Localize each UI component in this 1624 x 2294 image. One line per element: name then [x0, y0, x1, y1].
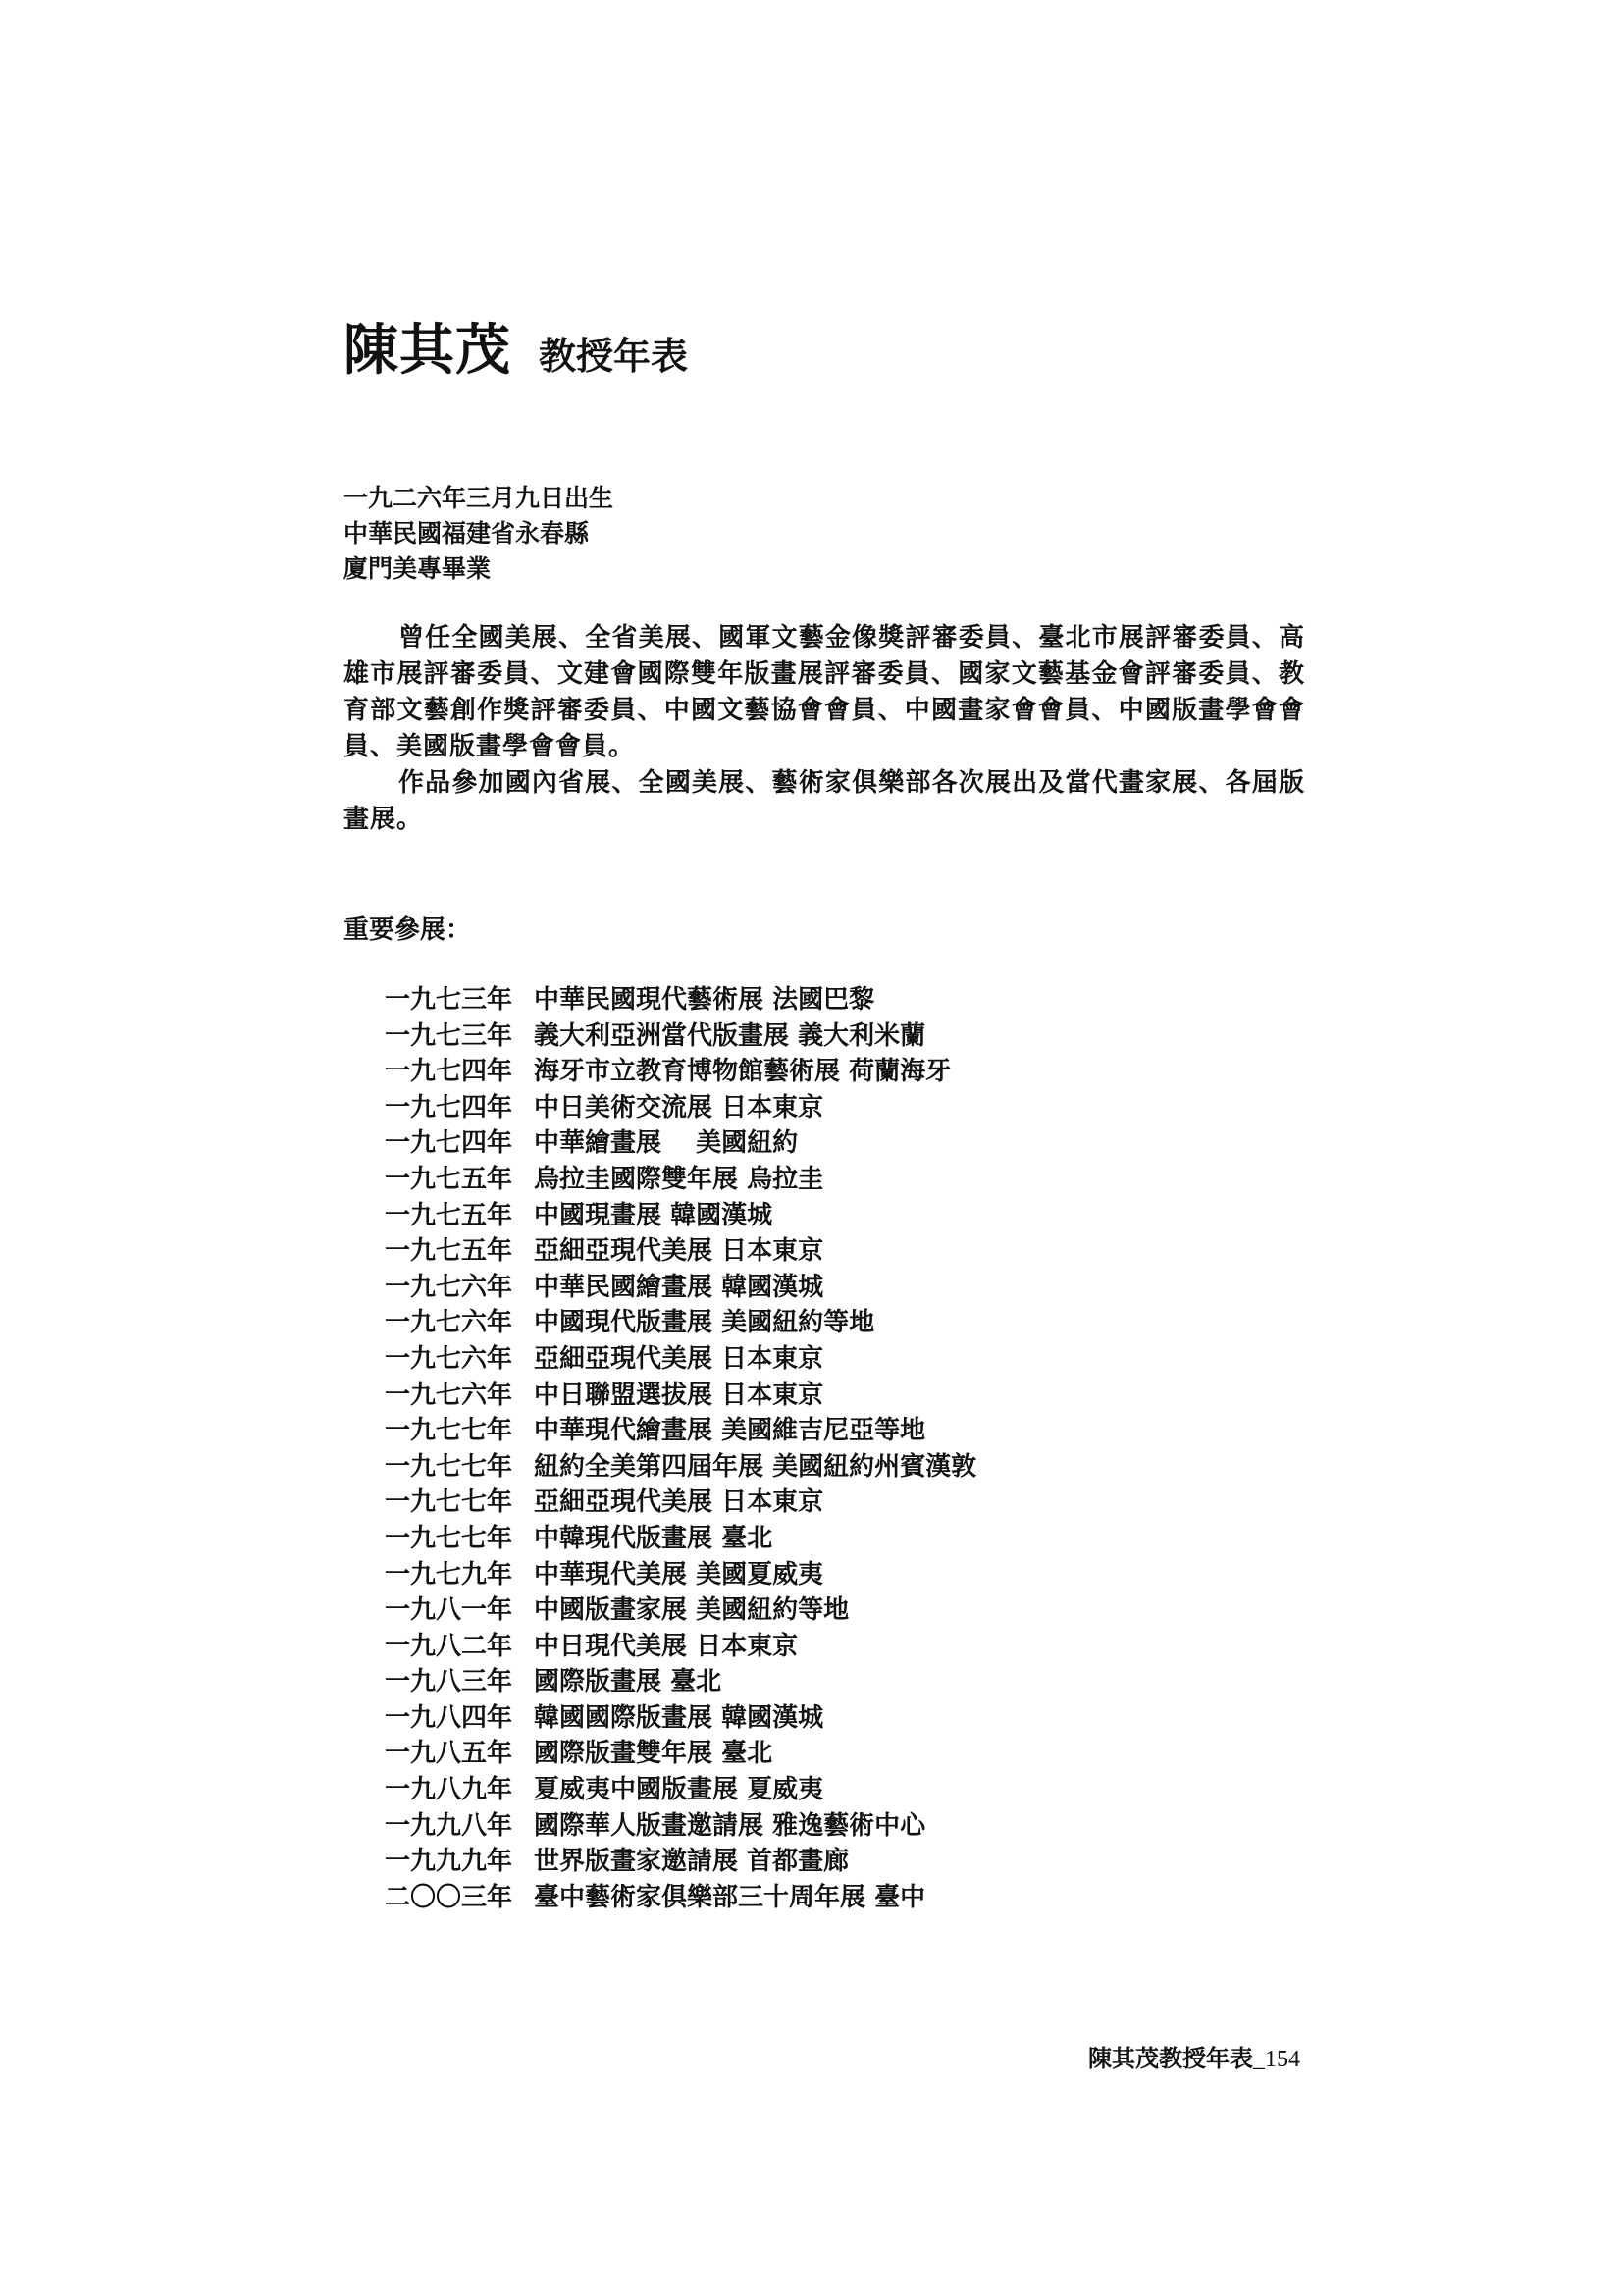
exhibition-place: 荷蘭海牙	[849, 1057, 952, 1087]
exhibition-place: 韓國漢城	[721, 1702, 824, 1733]
exhibition-name: 亞細亞現代美展	[534, 1236, 713, 1267]
bio-line-birth: 一九二六年三月九日出生	[343, 484, 614, 512]
page-footer	[1088, 2039, 1300, 2073]
exhibition-item	[385, 1378, 976, 1414]
exhibition-item	[385, 1054, 976, 1090]
exhibition-name: 中國現畫展	[534, 1200, 662, 1230]
exhibition-year: 一九七九年	[385, 1559, 513, 1590]
exhibition-item	[385, 1162, 976, 1198]
exhibition-year: 一九七四年	[385, 1057, 513, 1087]
exhibition-place: 美國紐約等地	[696, 1595, 850, 1626]
exhibition-year: 一九七四年	[385, 1128, 513, 1159]
exhibition-name: 中華民國現代藝術展	[534, 985, 764, 1015]
exhibition-item	[385, 1305, 976, 1341]
exhibition-place: 美國維吉尼亞等地	[721, 1416, 926, 1446]
exhibition-name: 義大利亞洲當代版畫展	[534, 1020, 790, 1051]
exhibition-place: 臺北	[721, 1523, 773, 1553]
page-title	[343, 319, 689, 383]
exhibition-name: 韓國國際版畫展	[534, 1702, 713, 1733]
exhibition-place: 夏威夷	[747, 1775, 824, 1805]
exhibition-name: 烏拉圭國際雙年展	[534, 1164, 739, 1194]
exhibition-item	[385, 982, 976, 1018]
exhibition-place: 臺北	[670, 1667, 722, 1697]
exhibition-place: 臺北	[721, 1739, 773, 1769]
exhibition-name: 中日美術交流展	[534, 1092, 713, 1122]
exhibition-place: 日本東京	[721, 1380, 824, 1410]
exhibition-place: 日本東京	[721, 1236, 824, 1267]
exhibition-year: 一九七七年	[385, 1416, 513, 1446]
bio-line-origin: 中華民國福建省永春縣	[343, 519, 590, 547]
exhibition-place: 烏拉圭	[747, 1164, 824, 1194]
exhibition-year: 一九九八年	[385, 1810, 513, 1841]
exhibition-place: 美國紐約	[670, 1128, 799, 1159]
bio-block	[343, 481, 1305, 587]
exhibition-item	[385, 1700, 976, 1737]
footer-separator: _	[1253, 2047, 1265, 2072]
exhibition-name: 國際華人版畫邀請展	[534, 1810, 764, 1841]
exhibition-name: 中韓現代版畫展	[534, 1523, 713, 1553]
exhibitions-list	[385, 982, 976, 1915]
exhibition-year: 一九八一年	[385, 1595, 513, 1626]
exhibition-item	[385, 1125, 976, 1162]
exhibition-place: 韓國漢城	[670, 1200, 773, 1230]
exhibition-year: 一九七七年	[385, 1523, 513, 1553]
exhibition-item	[385, 1629, 976, 1665]
exhibition-year: 一九七三年	[385, 985, 513, 1015]
exhibition-place: 美國夏威夷	[696, 1559, 824, 1590]
exhibition-place: 義大利米蘭	[798, 1020, 926, 1051]
exhibition-item	[385, 1485, 976, 1521]
exhibition-year: 一九八九年	[385, 1775, 513, 1805]
exhibition-name: 中國現代版畫展	[534, 1308, 713, 1338]
exhibition-place: 雅逸藝術中心	[772, 1810, 926, 1841]
exhibitions-heading: 重要參展：	[343, 915, 472, 945]
exhibition-name: 國際版畫雙年展	[534, 1739, 713, 1769]
exhibition-item	[385, 1341, 976, 1378]
paragraph-positions: 曾任全國美展、全省美展、國軍文藝金像獎評審委員、臺北市展評審委員、高雄市展評審委員、文建會國際雙年版畫展評審委員、國家文藝基金會評審委員、教育部文藝創作獎評審委員、中國文藝協會會員、中國畫家會會員、中國版畫學會會員、美國版畫學會會員。	[343, 623, 1305, 761]
exhibition-place: 美國紐約州賓漢敦	[772, 1451, 977, 1482]
exhibition-place: 首都畫廊	[747, 1847, 850, 1877]
title-name: 陳其茂	[343, 319, 511, 383]
exhibition-item	[385, 1592, 976, 1629]
exhibition-name: 亞細亞現代美展	[534, 1487, 713, 1518]
exhibition-place: 日本東京	[721, 1343, 824, 1374]
paragraph-works: 作品參加國內省展、全國美展、藝術家俱樂部各次展出及當代畫家展、各屆版畫展。	[343, 768, 1305, 834]
exhibition-year: 一九七七年	[385, 1451, 513, 1482]
exhibition-item	[385, 1521, 976, 1557]
exhibition-item	[385, 1557, 976, 1593]
exhibition-name: 中日現代美展	[534, 1631, 688, 1661]
exhibition-year: 一九八三年	[385, 1667, 513, 1697]
exhibition-name: 夏威夷中國版畫展	[534, 1775, 739, 1805]
exhibition-item	[385, 1772, 976, 1808]
exhibition-item	[385, 1198, 976, 1234]
exhibition-year: 一九七六年	[385, 1343, 513, 1374]
exhibition-item	[385, 1413, 976, 1449]
exhibition-item	[385, 1449, 976, 1486]
exhibition-place: 臺中	[874, 1882, 926, 1912]
exhibition-item	[385, 1270, 976, 1306]
exhibition-place: 韓國漢城	[721, 1272, 824, 1302]
exhibition-name: 中華現代美展	[534, 1559, 688, 1590]
bio-line-education: 廈門美專畢業	[343, 554, 492, 583]
exhibition-year: 一九七七年	[385, 1487, 513, 1518]
page-number: 154	[1265, 2047, 1300, 2072]
exhibition-place: 日本東京	[696, 1631, 799, 1661]
exhibition-year: 一九八二年	[385, 1631, 513, 1661]
exhibition-name: 亞細亞現代美展	[534, 1343, 713, 1374]
exhibition-item	[385, 1844, 976, 1880]
exhibition-name: 中華繪畫展	[534, 1128, 662, 1159]
footer-running-title: 陳其茂教授年表	[1088, 2045, 1253, 2072]
exhibition-place: 日本東京	[721, 1487, 824, 1518]
exhibition-year: 一九九九年	[385, 1847, 513, 1877]
title-subtitle: 教授年表	[539, 335, 689, 378]
exhibition-name: 國際版畫展	[534, 1667, 662, 1697]
exhibition-year: 一九七五年	[385, 1236, 513, 1267]
exhibition-name: 中國版畫家展	[534, 1595, 688, 1626]
exhibition-year: 一九七五年	[385, 1200, 513, 1230]
exhibition-item	[385, 1090, 976, 1126]
exhibition-name: 臺中藝術家俱樂部三十周年展	[534, 1882, 866, 1912]
exhibition-year: 一九七六年	[385, 1308, 513, 1338]
exhibition-name: 中華民國繪畫展	[534, 1272, 713, 1302]
exhibition-year: 一九七五年	[385, 1164, 513, 1194]
exhibition-item	[385, 1880, 976, 1916]
exhibition-year: 一九七六年	[385, 1380, 513, 1410]
exhibition-year: 一九七三年	[385, 1020, 513, 1051]
exhibition-name: 海牙市立教育博物館藝術展	[534, 1057, 841, 1087]
exhibition-item	[385, 1018, 976, 1055]
exhibition-year: 一九八五年	[385, 1739, 513, 1769]
exhibition-item	[385, 1736, 976, 1772]
exhibition-place: 美國紐約等地	[721, 1308, 875, 1338]
exhibition-year: 二〇〇三年	[385, 1882, 513, 1912]
exhibition-place: 日本東京	[721, 1092, 824, 1122]
exhibition-name: 中華現代繪畫展	[534, 1416, 713, 1446]
exhibition-year: 一九八四年	[385, 1702, 513, 1733]
exhibition-name: 中日聯盟選拔展	[534, 1380, 713, 1410]
exhibition-year: 一九七四年	[385, 1092, 513, 1122]
exhibition-name: 世界版畫家邀請展	[534, 1847, 739, 1877]
exhibition-name: 紐約全美第四屆年展	[534, 1451, 764, 1482]
exhibition-item	[385, 1664, 976, 1700]
exhibition-place: 法國巴黎	[772, 985, 875, 1015]
exhibition-item	[385, 1808, 976, 1845]
exhibition-year: 一九七六年	[385, 1272, 513, 1302]
exhibition-item	[385, 1233, 976, 1270]
